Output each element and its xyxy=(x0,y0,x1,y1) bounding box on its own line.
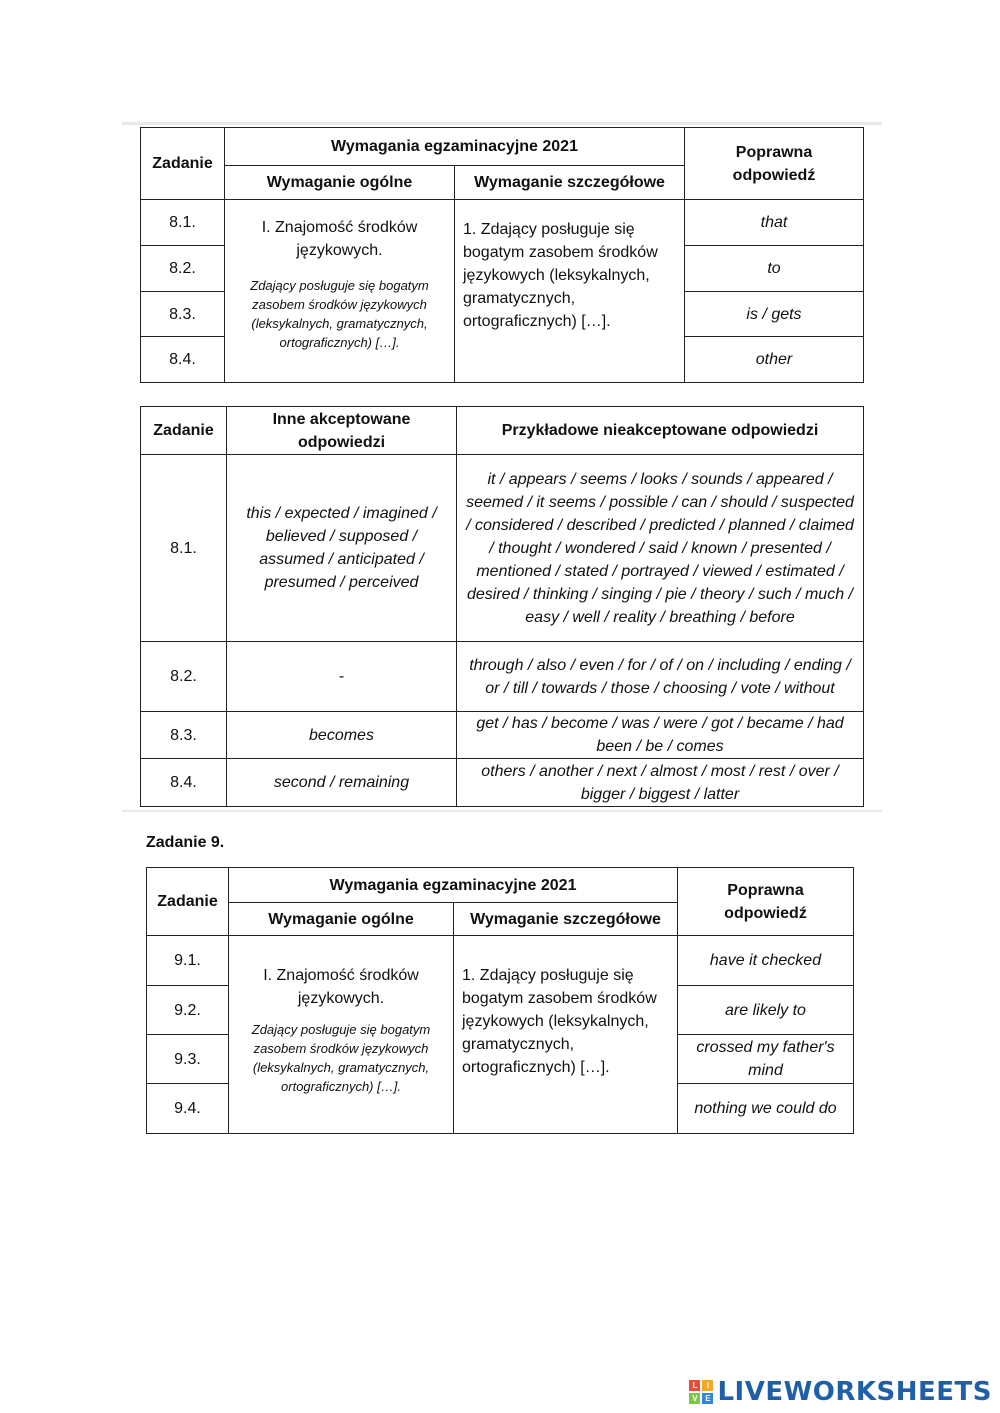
task-number: 8.2. xyxy=(141,642,227,712)
header-wymagania: Wymagania egzaminacyjne 2021 xyxy=(229,868,678,903)
correct-answer: are likely to xyxy=(678,986,854,1035)
correct-answer: have it checked xyxy=(678,936,854,986)
rejected-answers: it / appears / seems / looks / sounds / appeared / seemed / it seems / possible / can / should / suspected / considered / described / predicted / planned / claimed / thought / wondered / said / known / presented / mentioned / stated / portrayed / viewed / estimated / desired / thinking / singing / pie / theory / such / much / easy / well / reality / breathing / before xyxy=(457,455,864,642)
header-wymagania: Wymagania egzaminacyjne 2021 xyxy=(225,128,685,166)
accepted-answers: becomes xyxy=(227,712,457,759)
header-inne-akceptowane: Inne akceptowane odpowiedzi xyxy=(227,407,457,455)
accepted-answers: second / remaining xyxy=(227,759,457,807)
task-number: 9.1. xyxy=(147,936,229,986)
header-zadanie: Zadanie xyxy=(147,868,229,936)
correct-answer: nothing we could do xyxy=(678,1084,854,1134)
detailed-requirement: 1. Zdający posługuje się bogatym zasobem środków językowych (leksykalnych, gramatycznych, ortograficznych) […]. xyxy=(454,936,678,1134)
header-zadanie: Zadanie xyxy=(141,407,227,455)
scan-edge-middle xyxy=(122,810,882,812)
correct-answer: to xyxy=(685,246,864,292)
task-number: 8.1. xyxy=(141,200,225,246)
liveworksheets-logo xyxy=(689,1377,992,1407)
logo-wordmark: LIVEWORKSHEETS xyxy=(717,1377,992,1407)
task-number: 8.2. xyxy=(141,246,225,292)
general-requirement-main: I. Znajomość środków językowych. xyxy=(263,967,419,1007)
task-number: 9.2. xyxy=(147,986,229,1035)
correct-answer: that xyxy=(685,200,864,246)
correct-answer: is / gets xyxy=(685,292,864,337)
logo-letter: L xyxy=(689,1380,700,1391)
general-requirement-sub: Zdający posługuje się bogatym zasobem środków językowych (leksykalnych, gramatycznych, ortograficznych) […]. xyxy=(250,278,429,350)
scan-edge-top xyxy=(122,122,882,125)
header-poprawna: Poprawna odpowiedź xyxy=(678,868,854,936)
general-requirement-sub: Zdający posługuje się bogatym zasobem środków językowych (leksykalnych, gramatycznych, ortograficznych) […]. xyxy=(251,1022,431,1094)
task-number: 9.4. xyxy=(147,1084,229,1134)
general-requirement xyxy=(229,936,454,1134)
rejected-answers: others / another / next / almost / most / rest / over / bigger / biggest / latter xyxy=(457,759,864,807)
table-zadanie-8-requirements xyxy=(140,127,864,383)
task-number: 8.3. xyxy=(141,292,225,337)
task-number: 8.4. xyxy=(141,337,225,383)
header-szczegolowe: Wymaganie szczegółowe xyxy=(454,903,678,936)
logo-letter: V xyxy=(689,1393,700,1404)
rejected-answers: get / has / become / was / were / got / became / had been / be / comes xyxy=(457,712,864,759)
task-number: 8.4. xyxy=(141,759,227,807)
general-requirement xyxy=(225,200,455,383)
general-requirement-main: I. Znajomość środków językowych. xyxy=(261,219,418,259)
detailed-requirement: 1. Zdający posługuje się bogatym zasobem środków językowych (leksykalnych, gramatycznych, ortograficznych) […]. xyxy=(455,200,685,383)
section-title-zadanie-9: Zadanie 9. xyxy=(146,834,225,851)
logo-mark-icon xyxy=(689,1380,713,1404)
task-number: 8.1. xyxy=(141,455,227,642)
table-zadanie-9-requirements xyxy=(146,867,854,1134)
accepted-answers: this / expected / imagined / believed / supposed / assumed / anticipated / presumed / perceived xyxy=(227,455,457,642)
task-number: 8.3. xyxy=(141,712,227,759)
header-ogolne: Wymaganie ogólne xyxy=(229,903,454,936)
logo-letter: I xyxy=(702,1380,713,1391)
accepted-answers: - xyxy=(227,642,457,712)
rejected-answers: through / also / even / for / of / on / including / ending / or / till / towards / those / choosing / vote / without xyxy=(457,642,864,712)
correct-answer: other xyxy=(685,337,864,383)
header-szczegolowe: Wymaganie szczegółowe xyxy=(455,166,685,200)
table-zadanie-8-answers xyxy=(140,406,864,807)
header-nieakceptowane: Przykładowe nieakceptowane odpowiedzi xyxy=(457,407,864,455)
task-number: 9.3. xyxy=(147,1035,229,1084)
header-zadanie: Zadanie xyxy=(141,128,225,200)
header-ogolne: Wymaganie ogólne xyxy=(225,166,455,200)
correct-answer: crossed my father's mind xyxy=(678,1035,854,1084)
logo-letter: E xyxy=(702,1393,713,1404)
header-poprawna: Poprawna odpowiedź xyxy=(685,128,864,200)
